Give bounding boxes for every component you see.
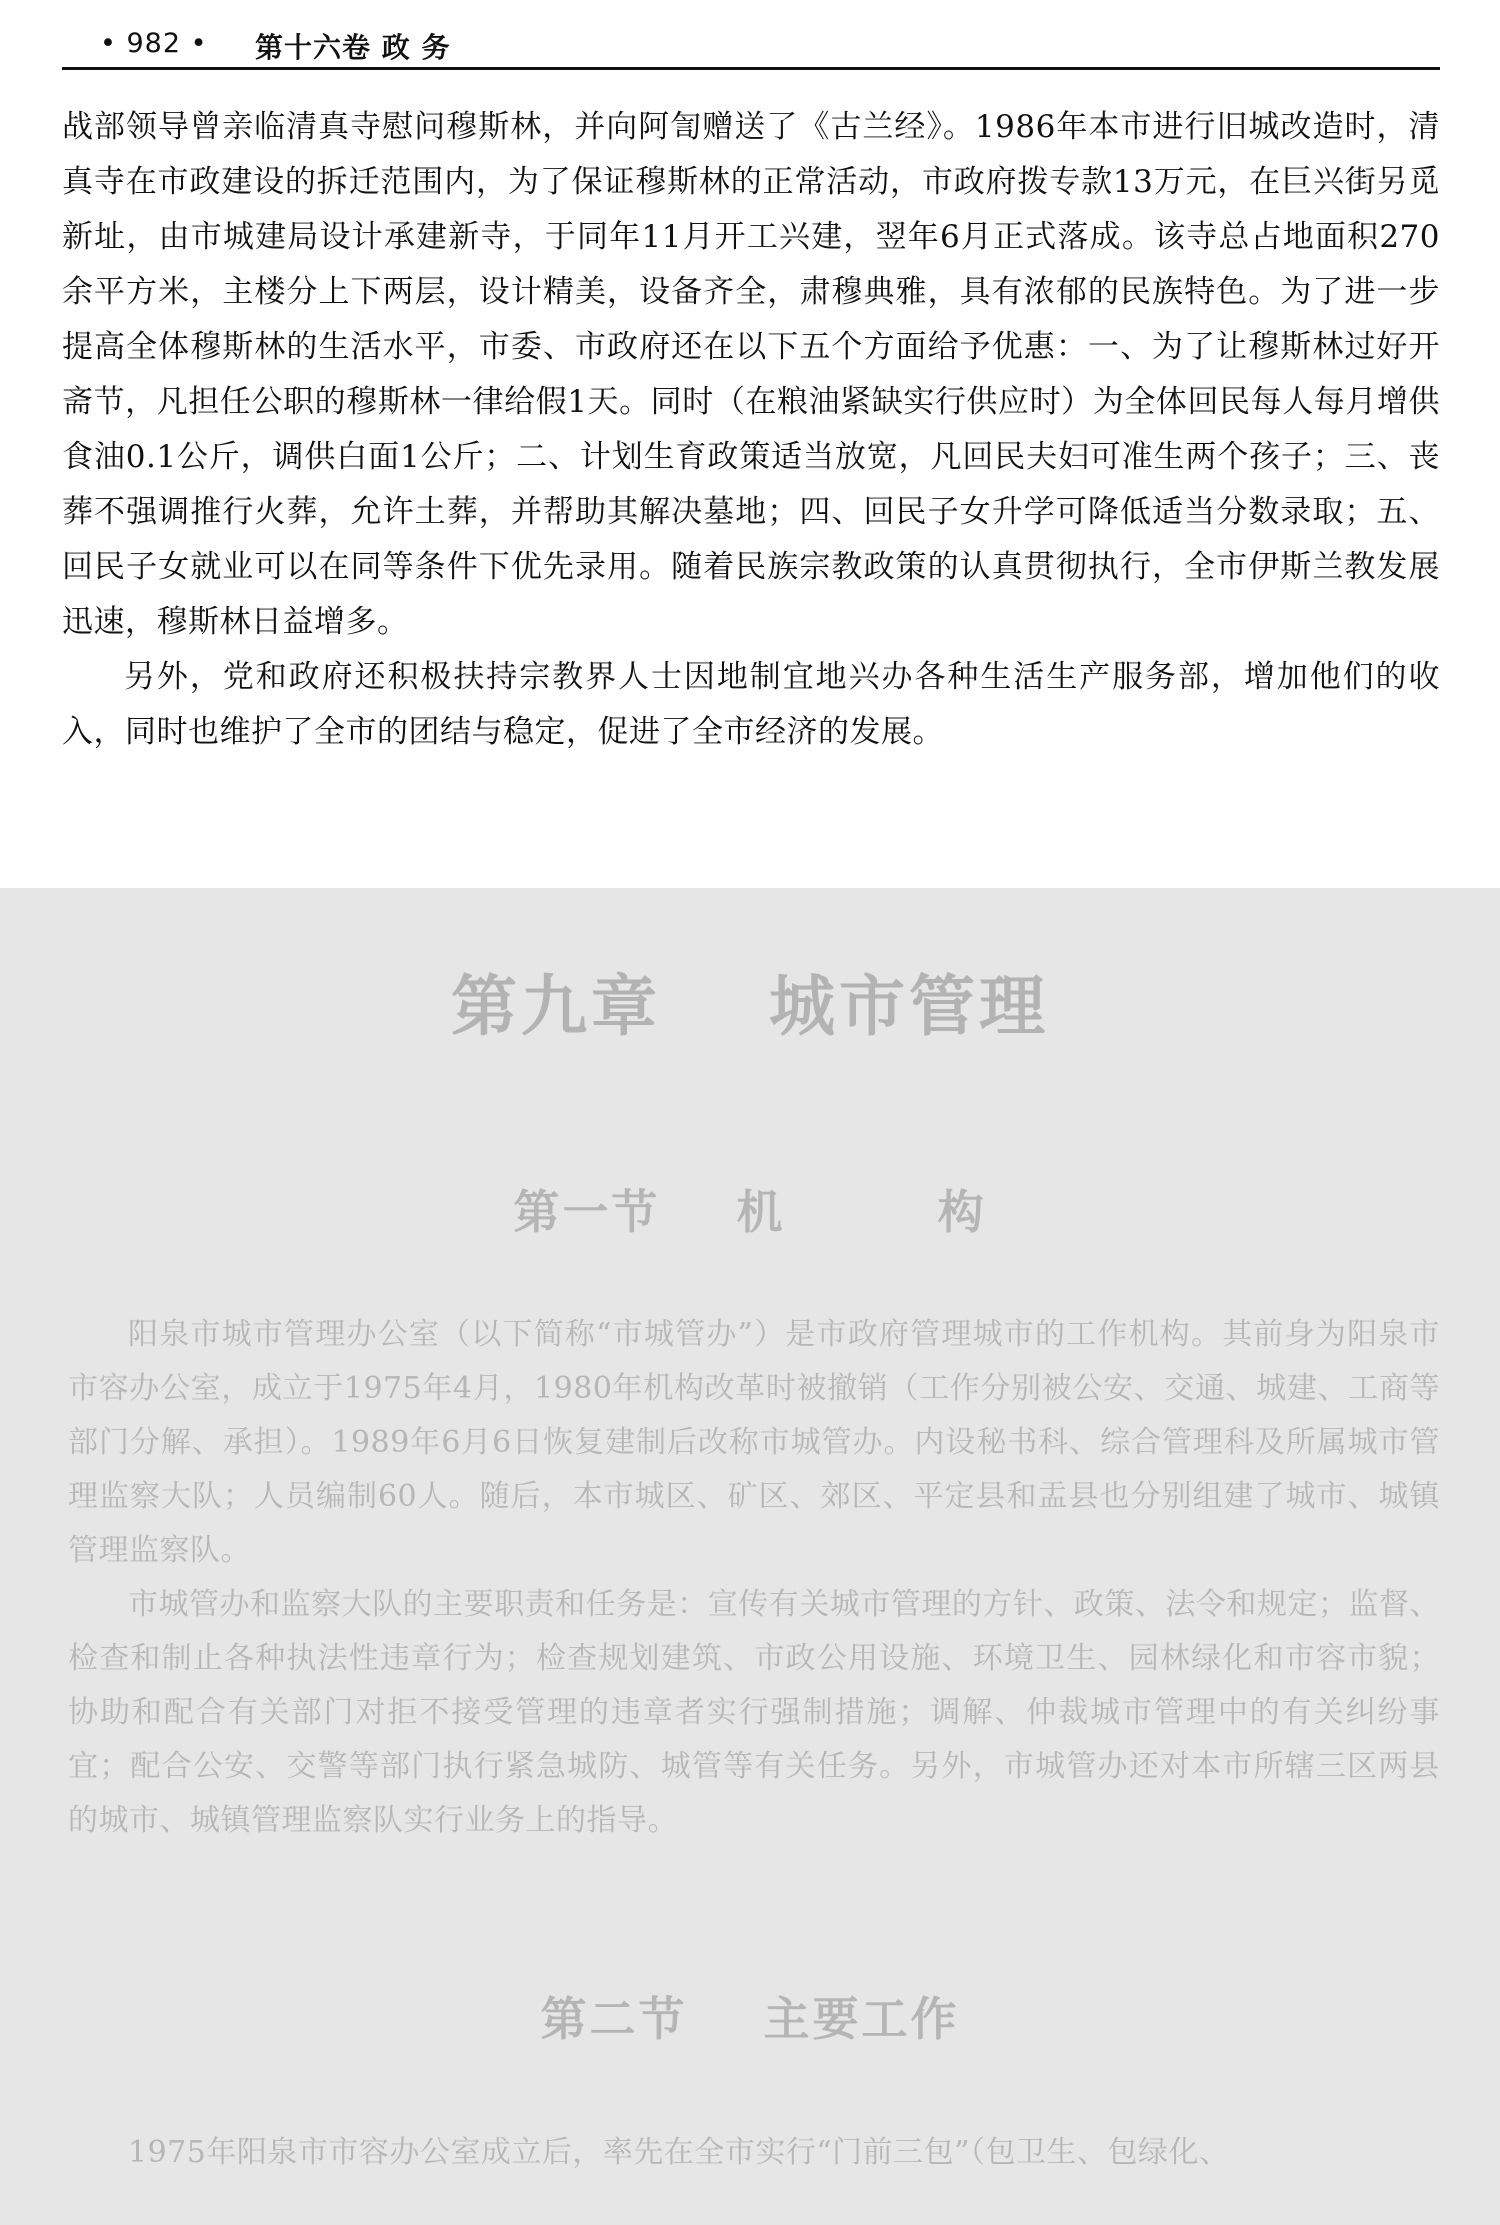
paragraph-support: 另外，党和政府还积极扶持宗教界人士因地制宜地兴办各种生活生产服务部，增加他们的收入，同时也维护了全市的团结与稳定，促进了全市经济的发展。 — [62, 659, 1440, 750]
section-title-organization: 第一节 机 构 — [513, 1185, 987, 1239]
paragraph-organization-history: 阳泉市城市管理办公室（以下简称“市城管办”）是市政府管理城市的工作机构。其前身为阳泉市市容办公室，成立于1975年4月，1980年机构改革时被撤销（工作分别被公安、交通、城建、工商等部门分解、承担）。1989年6月6日恢复建制后改称市城管办。内设秘书科、综合管理科及所属城市管理监察大队；人员编制60人。随后，本市城区、矿区、郊区、平定县和盂县也分别组建了城市、城镇管理监察队。 — [68, 1317, 1440, 1568]
page-number: • 982 • — [100, 28, 208, 59]
chapter-title: 第九章 城市管理 — [451, 968, 1049, 1045]
upper-text-block — [62, 100, 1440, 760]
paragraph-mosque-policy: 战部领导曾亲临清真寺慰问穆斯林，并向阿訇赠送了《古兰经》。1986年本市进行旧城改造时，清真寺在市政建设的拆迁范围内，为了保证穆斯林的正常活动，市政府拨专款13万元，在巨兴街另觅新址，由市城建局设计承建新寺，于同年11月开工兴建，翌年6月正式落成。该寺总占地面积270余平方米，主楼分上下两层，设计精美，设备齐全，肃穆典雅，具有浓郁的民族特色。为了进一步提高全体穆斯林的生活水平，市委、市政府还在以下五个方面给予优惠：一、为了让穆斯林过好开斋节，凡担任公职的穆斯林一律给假1天。同时（在粮油紧缺实行供应时）为全体回民每人每月增供食油0.1公斤，调供白面1公斤；二、计划生育政策适当放宽，凡回民夫妇可准生两个孩子；三、丧葬不强调推行火葬，允许土葬，并帮助其解决墓地；四、回民子女升学可降低适当分数录取；五、回民子女就业可以在同等条件下优先录用。随着民族宗教政策的认真贯彻执行，全市伊斯兰教发展迅速，穆斯林日益增多。 — [62, 109, 1440, 640]
section-main-work-body — [68, 2126, 1440, 2180]
paragraph-organization-duties: 市城管办和监察大队的主要职责和任务是：宣传有关城市管理的方针、政策、法令和规定；监督、检查和制止各种执法性违章行为；检查规划建筑、市政公用设施、环境卫生、园林绿化和市容市貌；协助和配合有关部门对拒不接受管理的违章者实行强制措施；调解、仲裁城市管理中的有关纠纷事宜；配合公安、交警等部门执行紧急城防、城管等有关任务。另外，市城管办还对本市所辖三区两县的城市、城镇管理监察队实行业务上的指导。 — [68, 1587, 1440, 1838]
section-title-main-work: 第二节 主要工作 — [540, 1992, 960, 2046]
header-title: 第十六卷 政 务 — [255, 31, 451, 64]
chapter-section — [0, 888, 1500, 2225]
paragraph-main-work: 1975年阳泉市市容办公室成立后，率先在全市实行“门前三包”（包卫生、包绿化、 — [128, 2135, 1230, 2170]
running-header — [62, 22, 1440, 70]
section-organization-body — [68, 1308, 1440, 1848]
